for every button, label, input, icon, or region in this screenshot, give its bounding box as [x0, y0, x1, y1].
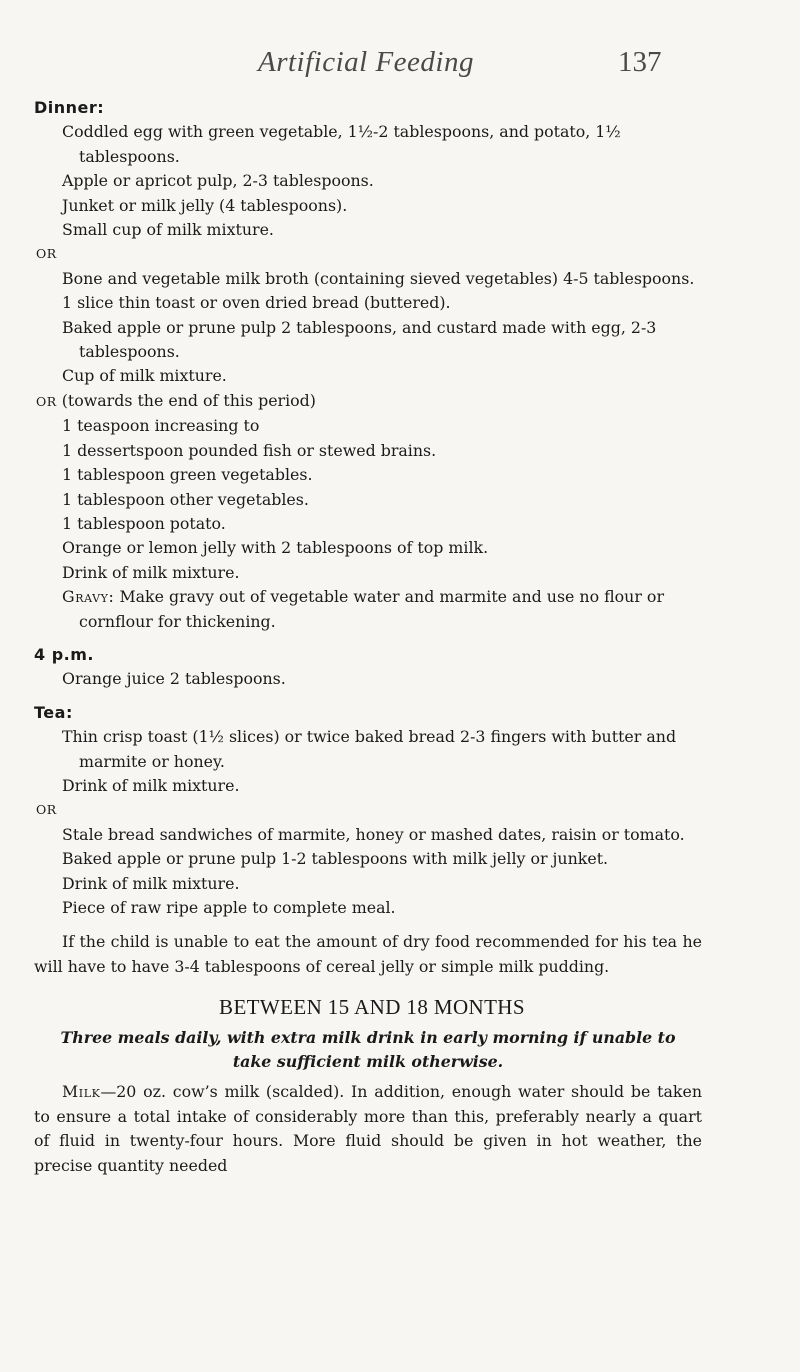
tea-note: If the child is unable to eat the amount of dry food recommended for his tea he will have to have 3-4 tablespoons of cereal jelly or simple milk pudding.: [34, 932, 702, 976]
page-number: 137: [618, 46, 662, 78]
or-separator: OR: [36, 802, 57, 818]
running-title: Artificial Feeding: [258, 46, 474, 78]
section-title: BETWEEN 15 AND 18 MONTHS: [219, 995, 525, 1020]
tea-heading: Tea:: [34, 702, 73, 722]
four-pm-heading: 4 p.m.: [34, 644, 94, 664]
or-separator-line: [34, 389, 702, 414]
milk-paragraph: [34, 1080, 702, 1178]
tea-item: Drink of milk mixture.: [62, 873, 240, 893]
gravy-label: Gravy:: [62, 587, 115, 607]
tea-item: Stale bread sandwiches of marmite, honey or mashed dates, raisin or tomato.: [62, 824, 685, 844]
tea-item: Drink of milk mixture.: [62, 775, 240, 795]
dinner-item: Drink of milk mixture.: [62, 562, 240, 582]
dinner-item: 1 tablespoon other vegetables.: [62, 489, 309, 509]
page-header: [0, 46, 800, 86]
dinner-item: Junket or milk jelly (4 tablespoons).: [62, 195, 348, 215]
tea-item: Baked apple or prune pulp 1-2 tablespoons with milk jelly or junket.: [62, 849, 609, 869]
dinner-item: 1 teaspoon increasing to: [62, 416, 260, 436]
dinner-item: Bone and vegetable milk broth (containing sieved vegetables) 4-5 tablespoons.: [62, 268, 695, 288]
dinner-item: Small cup of milk mixture.: [62, 220, 274, 240]
page-content: [34, 96, 702, 1178]
four-pm-item: Orange juice 2 tablespoons.: [62, 669, 286, 689]
dinner-item: Coddled egg with green vegetable, 1½-2 tablespoons, and potato, 1½ tablespoons.: [62, 122, 621, 166]
dinner-item: Orange or lemon jelly with 2 tablespoons of top milk.: [62, 538, 489, 558]
dinner-item: 1 slice thin toast or oven dried bread (buttered).: [62, 293, 451, 313]
gravy-note: [34, 585, 702, 634]
section-subtitle: Three meals daily, with extra milk drink in early morning if unable to take sufficient milk otherwise.: [60, 1027, 676, 1072]
dinner-item: 1 tablespoon green vegetables.: [62, 465, 313, 485]
or-separator: OR: [36, 393, 57, 409]
or-separator: OR: [36, 246, 57, 262]
dinner-item: Cup of milk mixture.: [62, 366, 227, 386]
or-qualifier: (towards the end of this period): [61, 390, 316, 410]
tea-item: Thin crisp toast (1½ slices) or twice baked bread 2-3 fingers with butter and marmite or honey.: [62, 727, 677, 771]
dinner-heading: Dinner:: [34, 98, 105, 117]
dinner-item: 1 tablespoon potato.: [62, 513, 226, 533]
dinner-item: Baked apple or prune pulp 2 tablespoons, and custard made with egg, 2-3 tablespoons.: [62, 317, 657, 362]
milk-text: —20 oz. cow’s milk (scalded). In addition, enough water should be taken to ensure a total intake of considerably more than this, preferably nearly a quart of fluid in twenty-four hours. More fluid should be given in hot weather, the precise quantity needed: [34, 1082, 702, 1175]
dinner-item: Apple or apricot pulp, 2-3 tablespoons.: [62, 171, 374, 191]
tea-item: Piece of raw ripe apple to complete meal.: [62, 898, 396, 917]
dinner-item: 1 dessertspoon pounded fish or stewed brains.: [62, 440, 437, 460]
milk-label: Milk: [62, 1082, 101, 1102]
gravy-text: Make gravy out of vegetable water and marmite and use no flour or cornflour for thickening.: [79, 587, 664, 631]
